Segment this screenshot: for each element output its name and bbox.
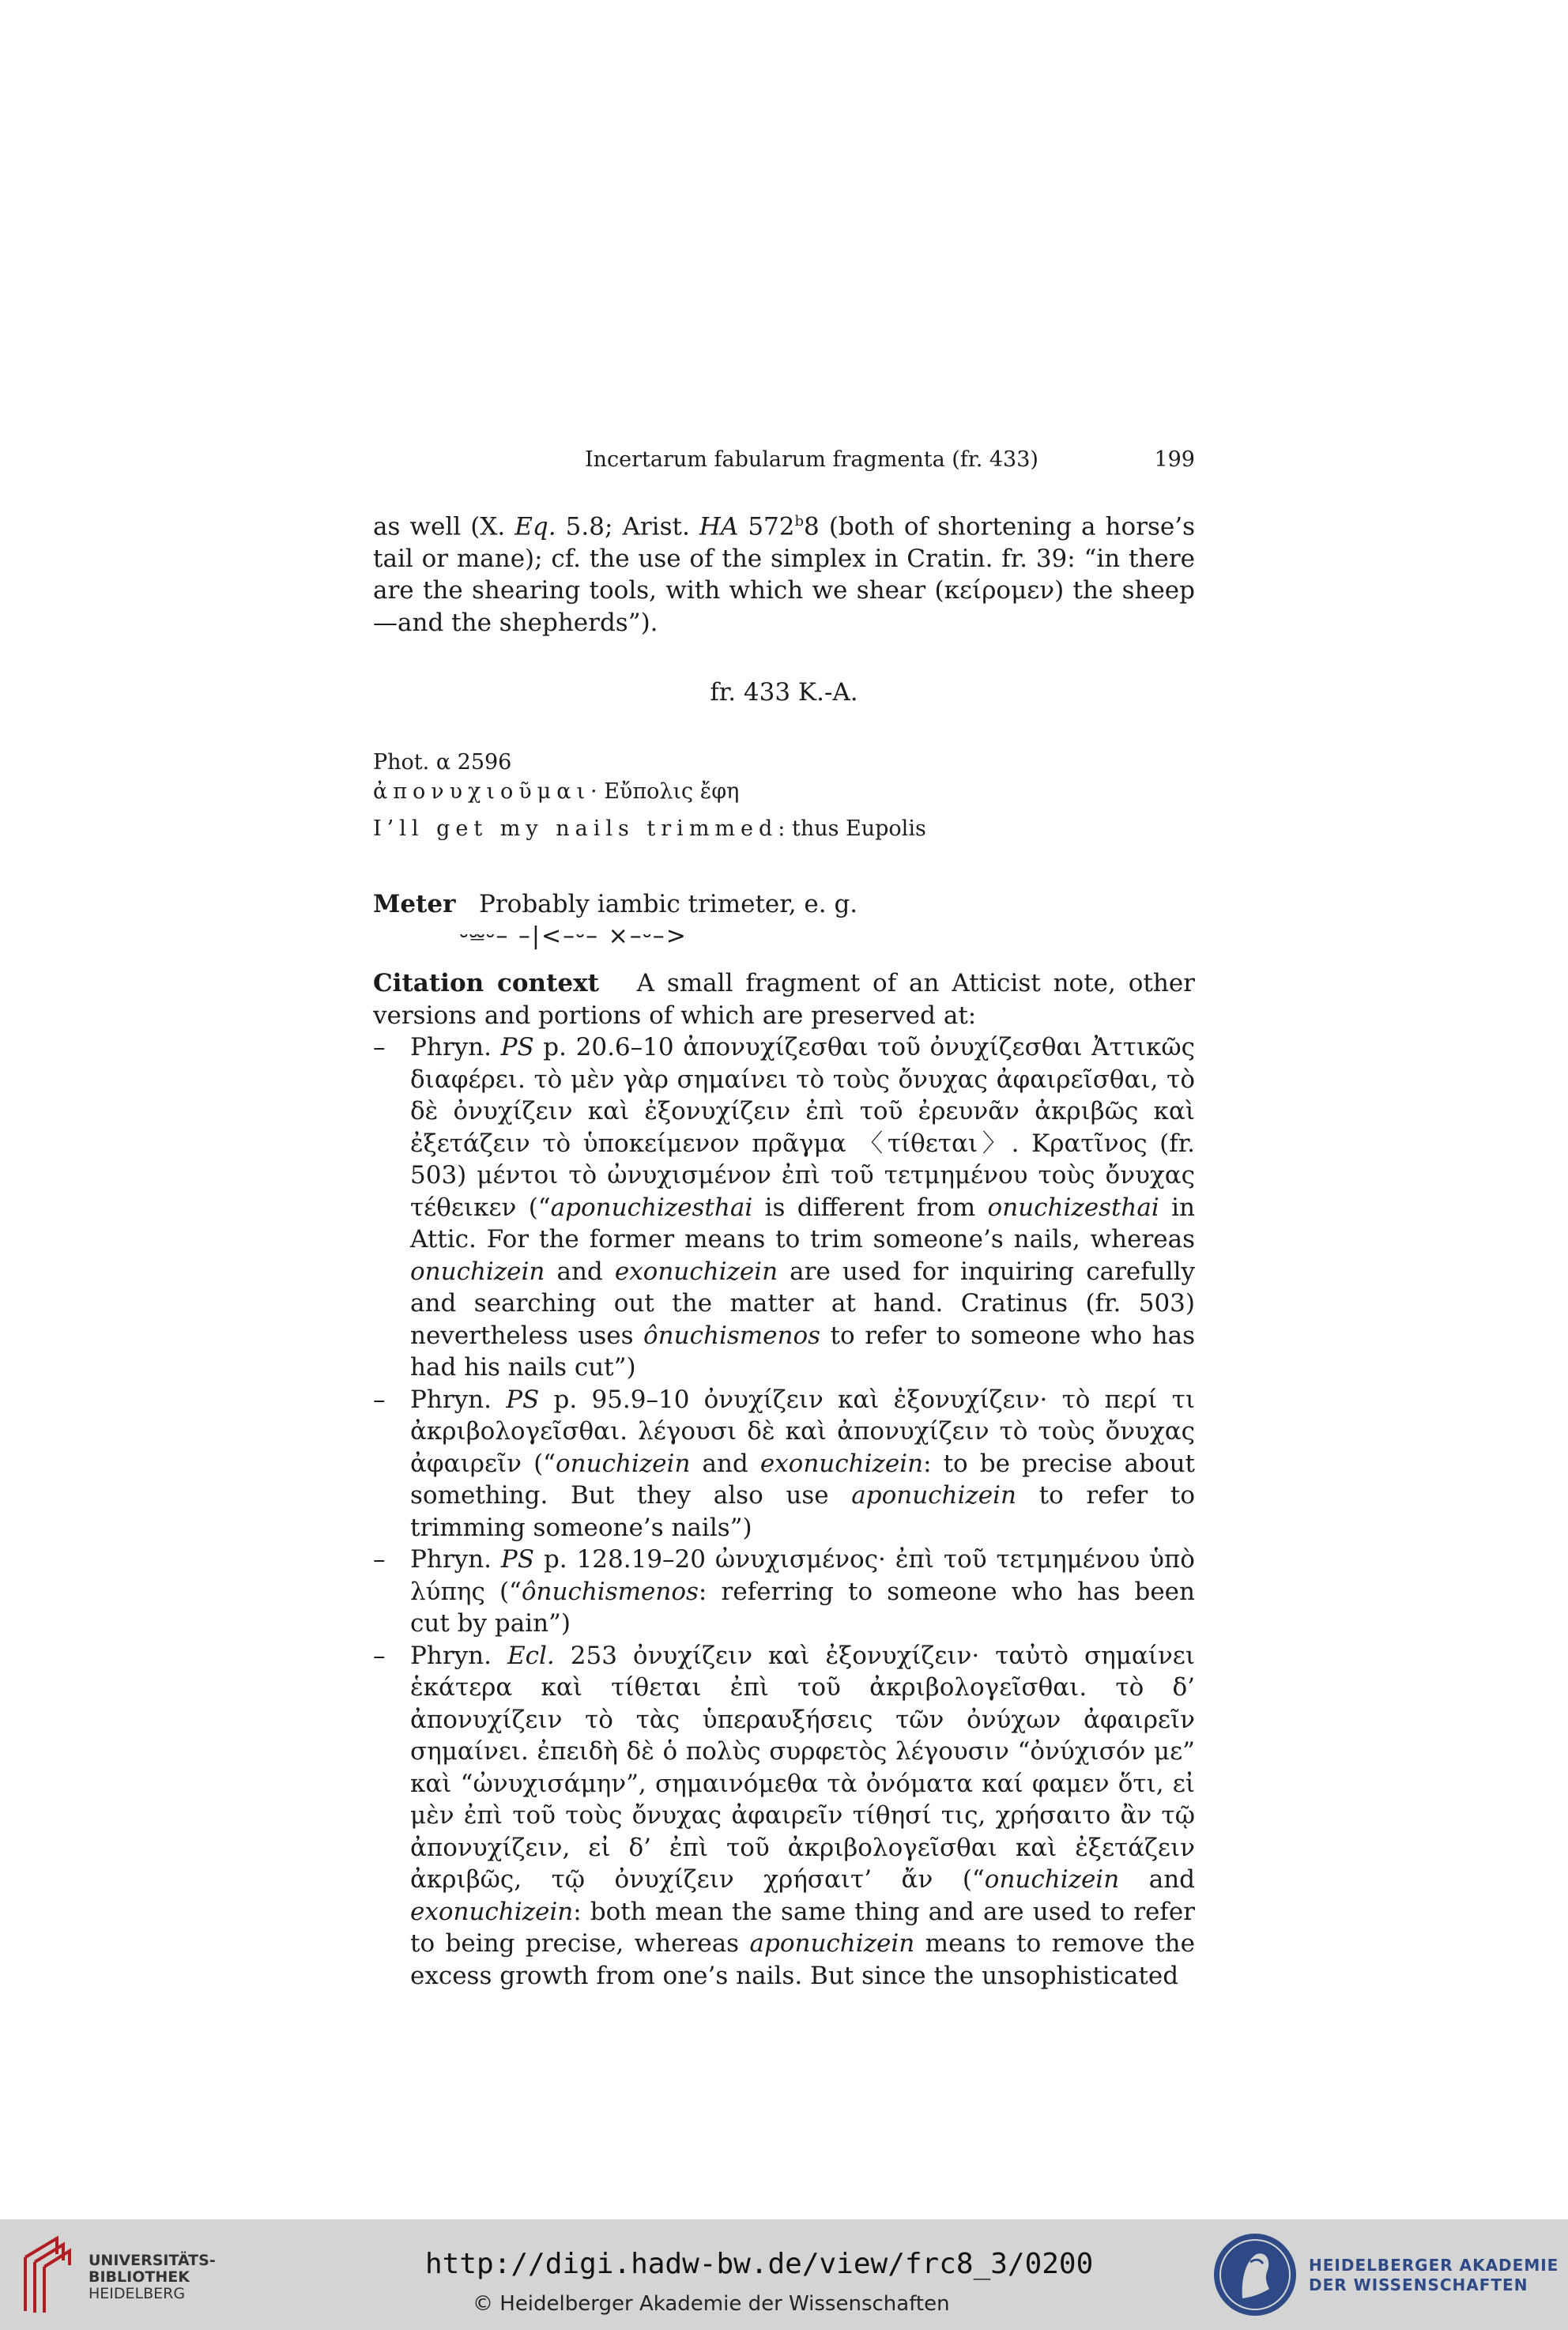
meter-line: Meter Probably iambic trimeter, e. g. bbox=[373, 890, 858, 918]
translation-line: I’ll get my nails trimmed: thus Eupolis bbox=[373, 816, 926, 841]
greek-lemma-line: ἀπονυχιοῦμαι· Εὔπολις ἔφη bbox=[373, 779, 740, 804]
citation-context: Citation context A small fragment of an Atticist note, other versions and portions of which are preserved at: bbox=[373, 969, 1196, 1030]
list-item: – Phryn. PS p. 128.19–20 ὠνυχισμένος· ἐπὶ τοῦ τετμημένου ὑπὸ λύπης (“ônuchismenos: referring to someone who has been cut by pain”) bbox=[373, 1545, 1195, 1638]
translation-lemma: I’ll get my nails trimmed bbox=[373, 816, 778, 841]
intro-paragraph: as well (X. Eq. 5.8; Arist. HA 572$^b$8 (both of shortening a horse’s tail or mane); cf. the use of the simplex in Cratin. fr. 39: “in there are the shearing tools, with which we shear (κείρομεν) the sheep—and the shepherds”). bbox=[373, 512, 1195, 637]
greek-lemma: ἀπονυχιοῦμαι bbox=[373, 779, 591, 804]
list-item: – Phryn. PS p. 20.6–10 ἀπονυχίζεσθαι τοῦ ὀνυχίζεσθαι Ἀττικῶς διαφέρει. τὸ μὲν γὰρ σημαίνει τὸ τοὺς ὄνυχας ἀφαιρεῖσθαι, τὸ δὲ ὀνυχίζειν καὶ ἐξονυχίζειν ἐπὶ τοῦ ἐρευνᾶν ἀκριβῶς καὶ ἐξετάζειν τὸ ὑποκείμενον πρᾶγμα 〈τίθεται〉. Κρατῖνος (fr. 503) μέντοι τὸ ὠνυχισμένον ἐπὶ τοῦ τετμημένου τοὺς ὄνυχας τέθεικεν (“aponuchizesthai is different from onuchizesthai in Attic. For the former means to trim someone’s nails, whereas onuchizein and exonuchizein are used for inquiring carefully and searching out the matter at hand. Cratinus (fr. 503) nevertheless uses ônuchismenos to refer to someone who has had his nails cut”) bbox=[373, 1033, 1196, 1382]
meter-label: Meter bbox=[373, 890, 456, 918]
academy-name: HEIDELBERGER AKADEMIE DER WISSENSCHAFTEN bbox=[1309, 2256, 1559, 2294]
fragment-heading: fr. 433 K.-A. bbox=[710, 678, 858, 707]
copyright-notice: © Heidelberger Akademie der Wissenschaften bbox=[473, 2292, 950, 2316]
meter-block bbox=[373, 888, 1195, 950]
page-number: 199 bbox=[1154, 447, 1195, 472]
running-header bbox=[373, 447, 1195, 479]
citation-block bbox=[373, 967, 1195, 1992]
source-block bbox=[373, 748, 1195, 843]
list-item: – Phryn. Ecl. 253 ὀνυχίζειν καὶ ἐξονυχίζειν· ταὐτὸ σημαίνει ἑκάτερα καὶ τίθεται ἐπὶ τοῦ ἀκριβολογεῖσθαι. τὸ δ’ ἀπονυχίζειν τὸ τὰς ὑπεραυξήσεις τῶν ὀνύχων ἀφαιρεῖν σημαίνει. ἐπειδὴ δὲ ὁ πολὺς συρφετὸς λέγουσιν “ὀνύχισόν με” καὶ “ὠνυχισάμην”, σημαινόμεθα τὰ ὀνόματα καί φαμεν ὅτι, εἰ μὲν ἐπὶ τοῦ τοὺς ὄνυχας ἀφαιρεῖν τίθησί τις, χρήσαιτο ἂν τῷ ἀπονυχίζειν, εἰ δ’ ἐπὶ τοῦ ἀκριβολογεῖσθαι καὶ ἐξετάζειν ἀκριβῶς, τῷ ὀνυχίζειν χρήσαιτ’ ἄν (“onuchizein and exonuchizein: both mean the same thing and are used to refer to being precise, whereas aponuchizein means to remove the excess growth from one’s nails. But since the unsophisticated bbox=[373, 1641, 1196, 1990]
running-title: Incertarum fabularum fragmenta (fr. 433) bbox=[585, 447, 1038, 472]
university-library-logo-icon bbox=[17, 2230, 96, 2317]
intro-block bbox=[373, 506, 1195, 639]
citation-context-label: Citation context bbox=[373, 969, 599, 997]
permalink-url[interactable]: http://digi.hadw-bw.de/view/frc8_3/0200 bbox=[425, 2248, 1094, 2280]
viewer-footer-bar bbox=[0, 2219, 1568, 2330]
list-item: – Phryn. PS p. 95.9–10 ὀνυχίζειν καὶ ἐξονυχίζειν· τὸ περί τι ἀκριβολογεῖσθαι. λέγουσι δὲ καὶ ἀπονυχίζειν τὸ τοὺς ὄνυχας ἀφαιρεῖν (“onuchizein and exonuchizein: to be precise about something. But they also use aponuchizein to refer to trimming someone’s nails”) bbox=[373, 1385, 1196, 1542]
source-reference: Phot. α 2596 bbox=[373, 750, 512, 775]
citation-list bbox=[373, 1031, 1195, 1992]
university-library-name: UNIVERSITÄTS- BIBLIOTHEK HEIDELBERG bbox=[89, 2252, 216, 2302]
academy-seal-icon bbox=[1211, 2230, 1299, 2319]
meter-scheme: ⏑⏕⏑– –|<–⏑– ×–⏑–> bbox=[460, 922, 688, 950]
